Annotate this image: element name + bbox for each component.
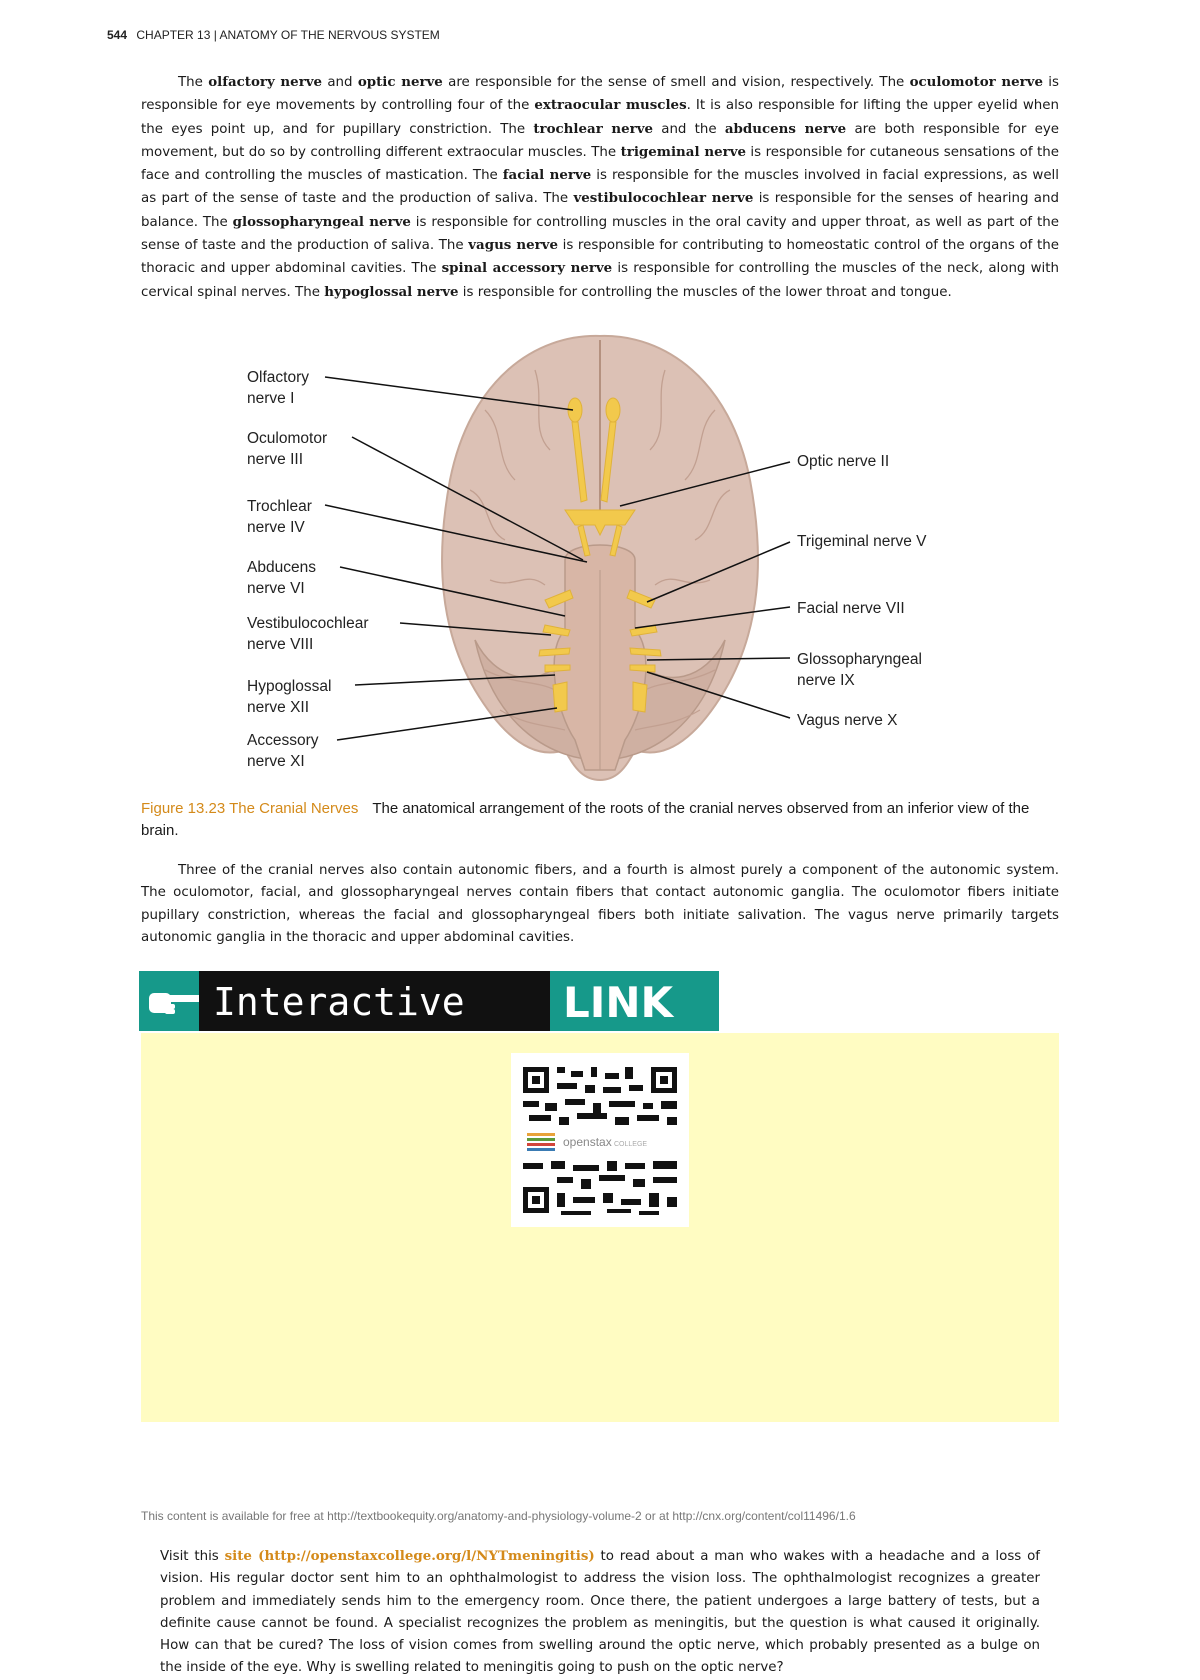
interactive-word: Interactive	[213, 980, 465, 1024]
cranial-nerves-figure	[235, 330, 965, 790]
svg-text:nerve XI: nerve XI	[247, 753, 305, 770]
svg-text:nerve XII: nerve XII	[247, 699, 310, 716]
label-abducens: Abducens	[247, 559, 316, 576]
label-accessory: Accessory	[247, 732, 319, 749]
link-word: LINK	[563, 978, 674, 1027]
label-olfactory: Olfactory	[247, 369, 310, 386]
label-facial: Facial nerve VII	[797, 600, 905, 617]
right-labels	[797, 453, 927, 729]
label-vestibulocochlear: Vestibulocochlear	[247, 615, 369, 632]
svg-text:nerve VIII: nerve VIII	[247, 636, 314, 653]
svg-text:nerve IX: nerve IX	[797, 672, 855, 689]
label-trochlear: Trochlear	[247, 498, 312, 515]
label-vagus: Vagus nerve X	[797, 712, 898, 729]
label-oculomotor: Oculomotor	[247, 430, 328, 447]
label-glossopharyngeal: Glossopharyngeal	[797, 651, 922, 668]
running-head	[107, 28, 440, 42]
svg-text:nerve III: nerve III	[247, 451, 303, 468]
page-number: 544	[107, 28, 128, 42]
caption-label: Figure 13.23 The Cranial Nerves	[141, 800, 359, 817]
label-trigeminal: Trigeminal nerve V	[797, 533, 927, 550]
svg-text:nerve IV: nerve IV	[247, 519, 305, 536]
paragraph-cranial-nerves: The olfactory nerve and optic nerve are responsible for the sense of smell and vision, respectively. The oculomotor nerve is responsible for eye movements by controlling four of the extraocular muscles. It is also responsible for lifting the upper eyelid when the eyes point up, and for pupillary constriction. The trochlear nerve and the abducens nerve are both responsible for eye movement, but do so by controlling different extraocular muscles. The trigeminal nerve is responsible for cutaneous sensations of the face and controlling the muscles of mastication. The facial nerve is responsible for the muscles involved in facial expressions, as well as part of the sense of taste and the production of saliva. The vestibulocochlear nerve is responsible for the senses of hearing and balance. The glossopharyngeal nerve is responsible for controlling muscles in the oral cavity and upper throat, as well as part of the sense of taste and the production of saliva. The vagus nerve is responsible for contributing to homeostatic control of the organs of the thoracic and upper abdominal cavities. The spinal accessory nerve is responsible for controlling the muscles of the neck, along with cervical spinal nerves. The hypoglossal nerve is responsible for controlling the muscles of the lower throat and tongue.	[141, 74, 1060, 300]
qr-brand-college: COLLEGE	[614, 1141, 648, 1148]
svg-text:nerve VI: nerve VI	[247, 580, 305, 597]
qr-brand: openstax	[563, 1135, 612, 1149]
meningitis-link[interactable]: site (http://openstaxcollege.org/l/NYTmeningitis)	[224, 1548, 595, 1564]
qr-code[interactable]	[511, 1053, 689, 1227]
label-optic: Optic nerve II	[797, 453, 890, 470]
paragraph-autonomic: Three of the cranial nerves also contain autonomic fibers, and a fourth is almost purely a component of the autonomic system. The oculomotor, facial, and glossopharyngeal nerves contain fibers that contact autonomic ganglia. The oculomotor fibers initiate pupillary constriction, whereas the facial and glossopharyngeal fibers both initiate salivation. The vagus nerve primarily targets autonomic ganglia in the thoracic and upper abdominal cavities.	[141, 863, 1059, 945]
brain-illustration	[442, 336, 758, 780]
caption-text: The anatomical arrangement of the roots of the cranial nerves observed from an inferior view of the brain.	[141, 800, 1030, 839]
label-hypoglossal: Hypoglossal	[247, 678, 332, 695]
figure-caption	[141, 798, 1059, 842]
interactive-link-text: Visit this site (http://openstaxcollege.org/l/NYTmeningitis) to read about a man who wakes with a headache and a loss of vision. His regular doctor sent him to an ophthalmologist to address the vision loss. The ophthalmologist recognizes a greater problem and immediately sends him to the emergency room. Once there, the patient undergoes a large battery of tests, but a definite cause cannot be found. A specialist recognizes the problem as meningitis, but the question is what caused it originally. How can that be cured? The loss of vision comes from swelling around the optic nerve, which probably presented as a bulge on the inside of the eye. Why is swelling related to meningitis going to push on the optic nerve?	[160, 1548, 1041, 1676]
svg-text:nerve I: nerve I	[247, 390, 295, 407]
interactive-link-banner	[139, 971, 719, 1031]
footer-notice: This content is available for free at http://textbookequity.org/anatomy-and-physiology-volume-2 or at http://cnx.org/content/col11496/1.6	[141, 1509, 856, 1523]
chapter-title: CHAPTER 13 | ANATOMY OF THE NERVOUS SYSTEM	[136, 28, 440, 42]
